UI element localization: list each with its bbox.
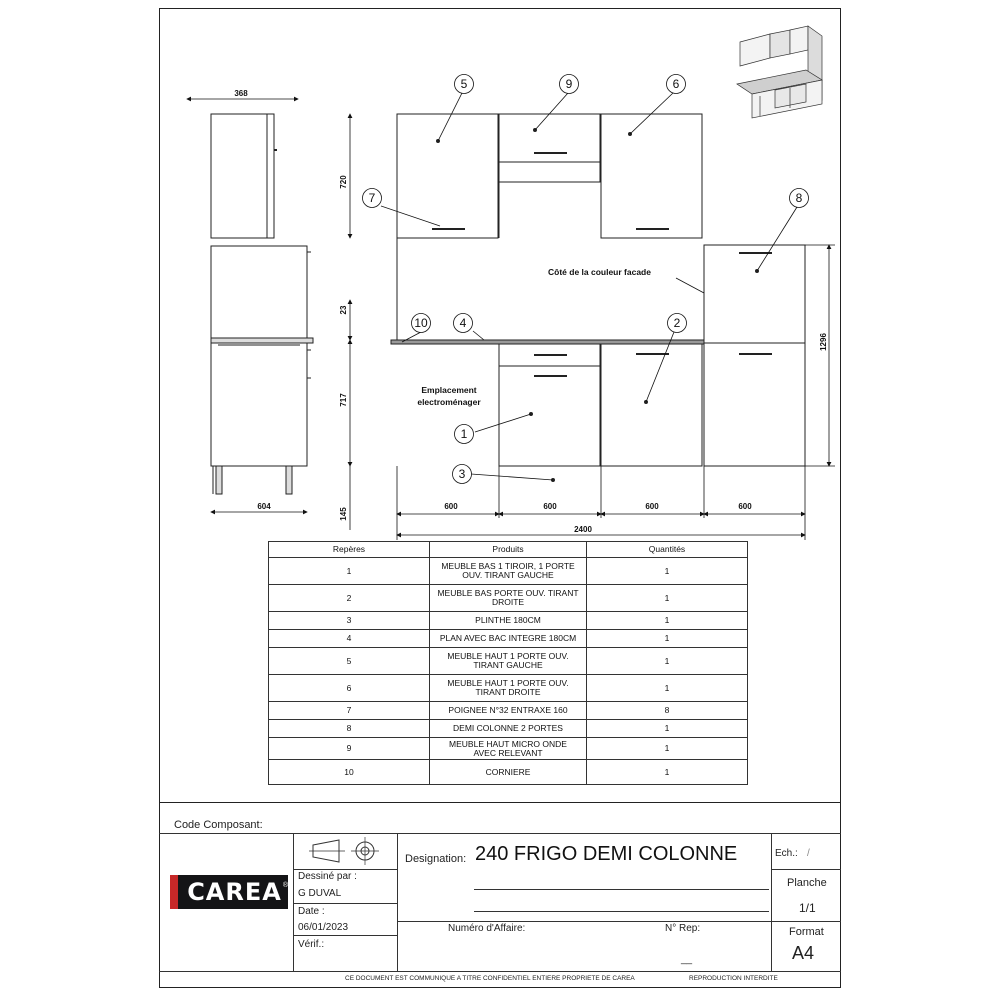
code-composant-label: Code Composant: (174, 819, 263, 831)
product-cell: CORNIERE (430, 760, 587, 785)
base-cabinet-left (499, 366, 600, 466)
dim-base-depth: 604 (257, 502, 271, 511)
qty-cell: 1 (587, 630, 748, 648)
product-cell (430, 738, 587, 760)
callout-2-label: 2 (673, 316, 681, 330)
verif-label: Vérif.: (298, 939, 325, 950)
product-cell: PLINTHE 180CM (430, 612, 587, 630)
carea-logo (170, 875, 288, 909)
product-cell: PLAN AVEC BAC INTEGRE 180CM (430, 630, 587, 648)
ref-cell: 10 (269, 760, 430, 785)
dessine-par-value: G DUVAL (298, 888, 342, 899)
product-cell (430, 558, 587, 585)
confidential-footer: CE DOCUMENT EST COMMUNIQUE A TITRE CONFIDENTIEL ENTIERE PROPRIETE DE CAREA (345, 975, 635, 982)
dim-base-height: 717 (339, 393, 348, 407)
dim-front-width-2: 600 (543, 502, 557, 511)
callout-8-label: 8 (795, 191, 803, 205)
dim-total-width: 2400 (574, 525, 592, 534)
table-row (269, 738, 748, 760)
dim-side-top-height: 720 (339, 175, 348, 189)
ref-cell: 9 (269, 738, 430, 760)
callout-1-label: 1 (460, 427, 468, 441)
parts-table-header (269, 542, 748, 558)
qty-cell: 1 (587, 760, 748, 785)
worktop (391, 340, 704, 344)
qty-cell: 1 (587, 585, 748, 612)
callout-10-label: 10 (414, 316, 428, 330)
product-line1: MEUBLE HAUT 1 PORTE OUV. (447, 651, 569, 661)
product-line2: TIRANT GAUCHE (473, 660, 543, 670)
dim-gap: 23 (339, 305, 348, 315)
header-quantites: Quantités (587, 542, 748, 558)
dim-side-top-width: 368 (234, 89, 248, 98)
callout-6-label: 6 (672, 77, 680, 91)
table-row (269, 630, 748, 648)
side-wall-cabinet (211, 114, 274, 238)
format-value: A4 (792, 943, 815, 963)
side-base-cabinet (211, 340, 307, 466)
product-cell (430, 675, 587, 702)
callout-3-label: 3 (458, 467, 466, 481)
format-label: Format (789, 926, 824, 938)
designation-label: Designation: (405, 853, 467, 865)
half-column-top (704, 245, 805, 343)
facade-side-note: Côté de la couleur facade (548, 267, 651, 277)
planche-value: 1/1 (799, 901, 816, 915)
projection-symbol-icon (309, 837, 385, 865)
product-line2: OUV. TIRANT GAUCHE (462, 570, 554, 580)
ref-cell: 8 (269, 720, 430, 738)
product-line1: MEUBLE HAUT 1 PORTE OUV. (447, 678, 569, 688)
base-cabinet-right (601, 344, 702, 466)
ech-value: / (807, 848, 810, 859)
qty-cell: 1 (587, 648, 748, 675)
callout-4-label: 4 (459, 316, 467, 330)
ref-cell: 4 (269, 630, 430, 648)
date-value: 06/01/2023 (298, 922, 349, 933)
ref-cell: 1 (269, 558, 430, 585)
product-line2: AVEC RELEVANT (473, 747, 543, 758)
ech-label: Ech.: (775, 848, 798, 859)
side-column-top (211, 246, 307, 340)
product-cell (430, 585, 587, 612)
product-line1: MEUBLE HAUT MICRO ONDE (449, 738, 567, 749)
product-cell (430, 648, 587, 675)
callout-9-label: 9 (565, 77, 573, 91)
table-row (269, 612, 748, 630)
dim-front-width-1: 600 (444, 502, 458, 511)
front-view (391, 114, 805, 482)
table-row (269, 585, 748, 612)
product-cell: DEMI COLONNE 2 PORTES (430, 720, 587, 738)
kitchen-3d-thumbnail (737, 26, 822, 118)
callout-5-label: 5 (460, 77, 468, 91)
designation-value: 240 FRIGO DEMI COLONNE (475, 843, 738, 865)
parts-table (268, 541, 748, 785)
planche-label: Planche (787, 877, 827, 889)
dim-front-width-4: 600 (738, 502, 752, 511)
product-line1: MEUBLE BAS PORTE OUV. TIRANT (437, 588, 579, 598)
dessine-par-label: Dessiné par : (298, 871, 357, 882)
appliance-note-line2: electroménager (417, 397, 481, 407)
ref-cell: 3 (269, 612, 430, 630)
ref-cell: 7 (269, 702, 430, 720)
wall-cabinet-left (397, 114, 498, 238)
qty-cell: 1 (587, 612, 748, 630)
table-row (269, 760, 748, 785)
product-cell: POIGNEE N°32 ENTRAXE 160 (430, 702, 587, 720)
product-line1: MEUBLE BAS 1 TIROIR, 1 PORTE (441, 561, 575, 571)
dim-plinth-height: 145 (339, 507, 348, 521)
product-line2: DROITE (491, 597, 525, 607)
microwave-cabinet (499, 114, 600, 162)
table-row (269, 675, 748, 702)
wall-cabinet-right (601, 114, 702, 238)
dim-column-height: 1296 (819, 333, 828, 351)
numero-affaire-label: Numéro d'Affaire: (448, 923, 526, 934)
header-produits: Produits (430, 542, 587, 558)
callout-7-label: 7 (368, 191, 376, 205)
ref-cell: 2 (269, 585, 430, 612)
qty-cell: 1 (587, 675, 748, 702)
table-row (269, 702, 748, 720)
product-line2: TIRANT DROITE (475, 687, 541, 697)
dim-front-width-3: 600 (645, 502, 659, 511)
table-row (269, 720, 748, 738)
appliance-note-line1: Emplacement (421, 385, 477, 395)
ref-cell: 6 (269, 675, 430, 702)
table-row (269, 558, 748, 585)
qty-cell: 1 (587, 738, 748, 760)
date-label: Date : (298, 906, 325, 917)
qty-cell: 1 (587, 558, 748, 585)
table-row (269, 648, 748, 675)
qty-cell: 8 (587, 702, 748, 720)
brand-registered-mark: ® (282, 881, 288, 889)
half-column-bottom (704, 343, 805, 466)
header-reperes: Repères (269, 542, 430, 558)
reproduction-footer: REPRODUCTION INTERDITE (689, 975, 778, 982)
no-rep-value: __ (681, 954, 693, 965)
title-block (159, 802, 841, 988)
brand-name: CAREA (187, 878, 282, 906)
no-rep-label: N° Rep: (665, 923, 701, 934)
qty-cell: 1 (587, 720, 748, 738)
ref-cell: 5 (269, 648, 430, 675)
side-view (211, 114, 313, 494)
